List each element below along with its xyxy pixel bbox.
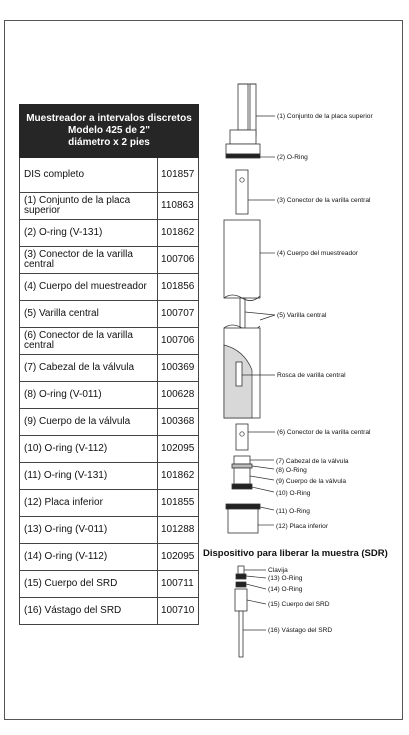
label-bottom-plate: (12) Placa inferior [276,523,329,530]
part-code-cell: 101855 [158,490,199,517]
leader-10 [252,487,274,492]
part-name-cell: (5) Varilla central [20,301,158,328]
part-name-cell: (10) O-ring (V-112) [20,436,158,463]
part-code-cell: 102095 [158,436,199,463]
part-code-cell: 100710 [158,598,199,625]
part-code-cell: 101857 [158,158,199,193]
part-code-cell: 100369 [158,355,199,382]
sdr-title: Dispositivo para liberar la muestra (SDR) [203,548,388,559]
label-valve-head: (7) Cabezal de la válvula [276,458,349,465]
handle-bar [250,84,256,136]
label-connector-6: (6) Conector de la varilla central [277,429,371,436]
part-name-cell: (9) Cuerpo de la válvula [20,409,158,436]
table-title-line-3: diámetro x 2 pies [68,136,150,148]
label-o-ring-10: (10) O-Ring [276,490,311,497]
part-code-cell: 101856 [158,274,199,301]
part-name-cell: (2) O-ring (V-131) [20,220,158,247]
o-ring-2 [226,154,260,158]
part-name-cell: (16) Vástago del SRD [20,598,158,625]
o-ring-13 [236,574,246,579]
leader-9 [250,476,274,480]
label-o-ring-11: (11) O-Ring [276,508,310,515]
label-central-rod: (5) Varilla central [277,312,327,319]
part-name-cell: (15) Cuerpo del SRD [20,571,158,598]
table-title-line-2: Modelo 425 de 2" [68,125,150,137]
part-name-cell: (14) O-ring (V-112) [20,544,158,571]
sampler-body-upper [224,220,260,298]
label-sdr-stem: (16) Vástago del SRD [268,627,333,634]
top-plate-collar [226,144,260,154]
part-code-cell: 100706 [158,328,199,355]
valve-head-7 [234,456,250,464]
label-valve-body: (9) Cuerpo de la válvula [276,478,347,485]
part-name-cell: (8) O-ring (V-011) [20,382,158,409]
connector-3-pin-hole [240,178,244,182]
part-code-cell: 101862 [158,463,199,490]
part-code-cell: 110863 [158,193,199,220]
leader-5b [260,315,275,320]
part-code-cell: 100628 [158,382,199,409]
sdr-body-15 [235,589,247,611]
central-rod [240,298,245,328]
label-pin: Clavija [268,567,288,574]
leader-14 [246,584,266,589]
leader-13 [246,576,266,578]
valve-body-9 [234,468,250,484]
handle-shaft [238,84,248,130]
o-ring-8 [232,464,252,468]
top-plate-nut [230,130,256,144]
leader-11 [260,507,274,510]
part-name-cell: DIS completo [20,158,158,193]
label-rod-thread: Rosca de varilla central [277,372,346,379]
label-connector-3: (3) Conector de la varilla central [277,197,371,204]
label-top-plate-assembly: (1) Conjunto de la placa superior [277,113,373,120]
rod-thread [236,362,242,386]
part-name-cell: (1) Conjunto de la placa superior [20,193,158,220]
label-o-ring-8: (8) O-Ring [276,467,307,474]
part-code-cell: 100706 [158,247,199,274]
part-code-cell: 100707 [158,301,199,328]
part-code-cell: 102095 [158,544,199,571]
table-title-line-1: Muestreador a intervalos discretos [26,113,192,125]
part-code-cell: 100711 [158,571,199,598]
leader-8 [252,466,274,469]
part-name-cell: (6) Conector de la varilla central [20,328,158,355]
label-o-ring-2: (2) O-Ring [277,154,308,161]
bottom-plate-12 [228,509,258,533]
part-name-cell: (13) O-ring (V-011) [20,517,158,544]
label-o-ring-13: (13) O-Ring [268,575,303,582]
part-name-cell: (11) O-ring (V-131) [20,463,158,490]
o-ring-11 [226,504,260,509]
label-o-ring-14: (14) O-Ring [268,586,303,593]
label-sampler-body: (4) Cuerpo del muestreador [277,250,358,257]
leader-5a [245,312,275,315]
part-name-cell: (7) Cabezal de la válvula [20,355,158,382]
o-ring-10 [232,484,252,489]
sdr-pin [238,566,244,574]
o-ring-14 [236,582,246,587]
leader-15 [247,600,266,604]
sdr-stem-16 [239,611,243,657]
part-code-cell: 101288 [158,517,199,544]
part-code-cell: 100368 [158,409,199,436]
part-name-cell: (3) Conector de la varilla central [20,247,158,274]
label-sdr-body: (15) Cuerpo del SRD [268,601,330,608]
connector-6 [236,424,248,450]
part-name-cell: (12) Placa inferior [20,490,158,517]
part-code-cell: 101862 [158,220,199,247]
connector-3 [236,170,248,214]
connector-6-pin-hole [240,432,244,436]
part-name-cell: (4) Cuerpo del muestreador [20,274,158,301]
